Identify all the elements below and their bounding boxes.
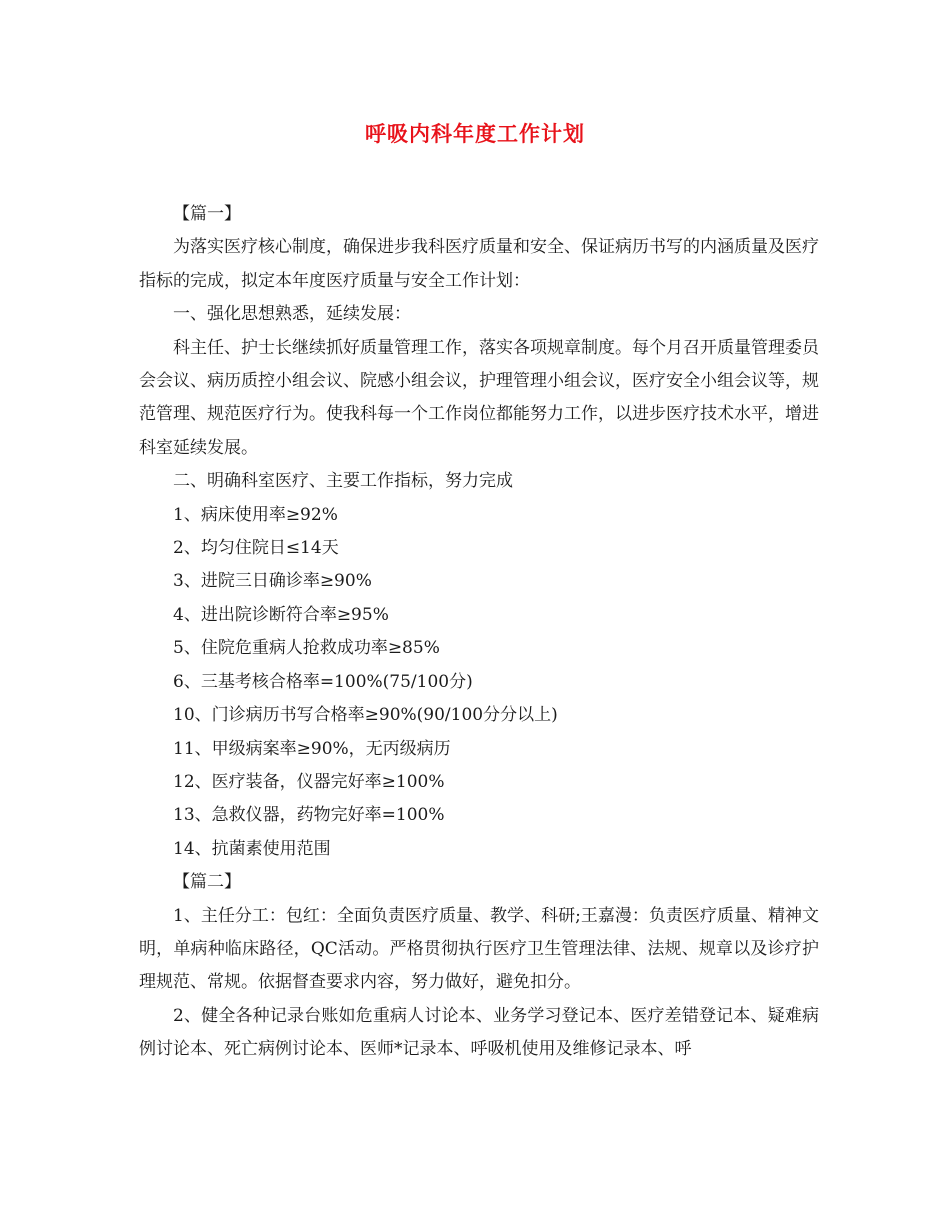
list-item-3: 3、进院三日确诊率≥90% bbox=[173, 571, 372, 592]
list-item-5: 5、住院危重病人抢救成功率≥85% bbox=[173, 638, 440, 659]
list-item-10: 10、门诊病历书写合格率≥90%(90/100分分以上) bbox=[173, 705, 558, 726]
list-item-1: 1、病床使用率≥92% bbox=[173, 504, 338, 525]
paragraph-heading-two: 二、明确科室医疗、主要工作指标，努力完成 bbox=[173, 471, 513, 492]
paragraph-division: 1、主任分工：包红：全面负责医疗质量、教学、科研;王嘉漫：负责医疗质量、精神文明，单病种临床路径，QC活动。严格贯彻执行医疗卫生管理法律、法规、规章以及诊疗护理规范、常规。依据督查要求内容，努力做好，避免扣分。 bbox=[139, 905, 819, 993]
list-item-2: 2、均匀住院日≤14天 bbox=[173, 538, 339, 559]
document-body bbox=[139, 198, 819, 1067]
list-item-12: 12、医疗装备，仪器完好率≥100% bbox=[173, 771, 445, 792]
paragraph-intro: 为落实医疗核心制度，确保进步我科医疗质量和安全、保证病历书写的内涵质量及医疗指标的完成，拟定本年度医疗质量与安全工作计划： bbox=[139, 237, 819, 291]
list-item-4: 4、进出院诊断符合率≥95% bbox=[173, 604, 389, 625]
paragraph-management: 科主任、护士长继续抓好质量管理工作，落实各项规章制度。每个月召开质量管理委员会会议、病历质控小组会议、院感小组会议，护理管理小组会议，医疗安全小组会议等，规范管理、规范医疗行为。使我科每一个工作岗位都能努力工作，以进步医疗技术水平，增进科室延续发展。 bbox=[139, 337, 819, 458]
list-item-11: 11、甲级病案率≥90%，无丙级病历 bbox=[173, 738, 451, 759]
paragraph-records: 2、健全各种记录台账如危重病人讨论本、业务学习登记本、医疗差错登记本、疑难病例讨论本、死亡病例讨论本、医师*记录本、呼吸机使用及维修记录本、呼 bbox=[139, 1005, 819, 1060]
list-item-6: 6、三基考核合格率=100%(75/100分) bbox=[173, 671, 473, 692]
section-heading-2: 【篇二】 bbox=[173, 872, 241, 893]
section-heading-1: 【篇一】 bbox=[173, 204, 241, 224]
paragraph-heading-one: 一、强化思想熟悉，延续发展： bbox=[173, 304, 411, 325]
list-item-13: 13、急救仪器，药物完好率=100% bbox=[173, 805, 445, 826]
document-title: 呼吸内科年度工作计划 bbox=[365, 121, 585, 146]
list-item-14: 14、抗菌素使用范围 bbox=[173, 838, 331, 859]
